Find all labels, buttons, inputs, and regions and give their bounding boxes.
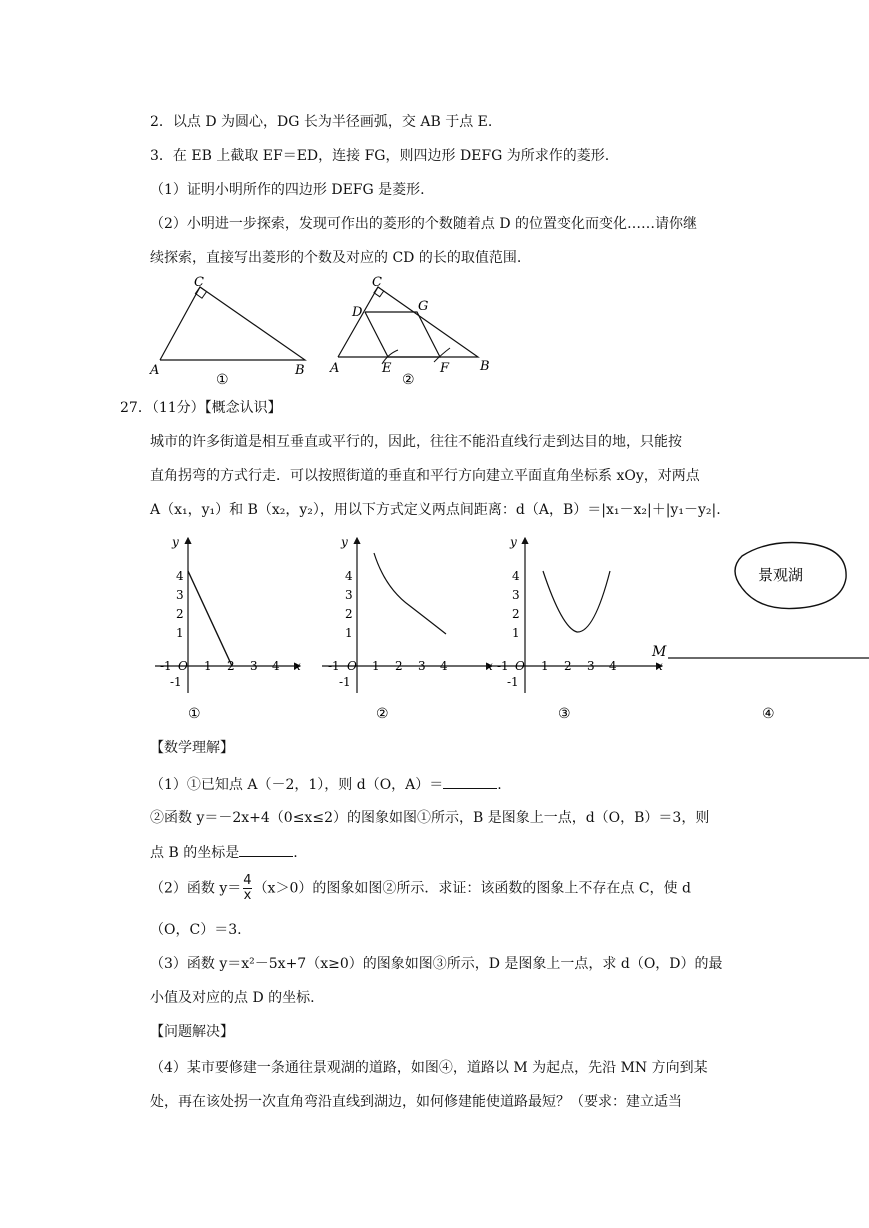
q27-part1b: ②函数 y＝－2x+4（0≤x≤2）的图象如图①所示，B 是图象上一点，d（O，B）＝3，则: [150, 810, 710, 826]
figure-label-1: ①: [216, 372, 229, 388]
svg-text:3: 3: [587, 659, 595, 673]
svg-text:4: 4: [345, 569, 353, 583]
q27-part3b: 小值及对应的点 D 的坐标.: [150, 990, 315, 1006]
svg-text:-1: -1: [507, 675, 519, 689]
svg-text:O: O: [515, 659, 525, 673]
svg-text:2: 2: [176, 607, 184, 621]
label-A: A: [150, 363, 160, 378]
svg-text:D: D: [352, 305, 363, 320]
svg-text:-1: -1: [497, 659, 509, 673]
fraction-4-over-x: $\frac{4}{x}$: [243, 873, 252, 903]
svg-text:2: 2: [345, 607, 353, 621]
q26-part1: （1）证明小明所作的四边形 DEFG 是菱形.: [150, 182, 425, 198]
q27-header: 27．（11分）【概念认识】: [120, 400, 282, 416]
svg-text:4: 4: [176, 569, 184, 583]
section-solve: 【问题解决】: [150, 1024, 234, 1040]
graph-figures: [0, 528, 869, 728]
svg-text:y: y: [172, 535, 179, 549]
triangle-figures: [0, 272, 869, 392]
q26-part2-line1: （2）小明进一步探索，发现可作出的菱形的个数随着点 D 的位置变化而变化……请你继: [150, 216, 698, 232]
q27-part1c: 点 B 的坐标是 .: [150, 842, 298, 863]
svg-text:1: 1: [541, 659, 549, 673]
svg-text:-1: -1: [170, 675, 182, 689]
q27-part2b: （O，C）＝3.: [150, 922, 242, 938]
q27-part4b: 处，再在该处拐一次直角弯沿直线到湖边，如何修建能使道路最短？（要求：建立适当: [150, 1094, 682, 1110]
graph-label-2: ②: [376, 706, 389, 722]
svg-text:E: E: [382, 361, 392, 376]
svg-text:3: 3: [345, 588, 353, 602]
svg-text:-1: -1: [160, 659, 172, 673]
svg-text:2: 2: [512, 607, 520, 621]
svg-text:1: 1: [176, 626, 184, 640]
svg-text:O: O: [347, 659, 357, 673]
q27-intro-3: A（x₁，y₁）和 B（x₂，y₂），用以下方式定义两点间距离：d（A，B）＝|x₁－x₂|＋|y₁－y₂|.: [150, 502, 721, 518]
svg-text:O: O: [178, 659, 188, 673]
svg-text:G: G: [418, 299, 429, 314]
answer-blank-1[interactable]: [443, 774, 497, 789]
svg-text:3: 3: [512, 588, 520, 602]
figure-label-2: ②: [402, 372, 415, 388]
svg-text:3: 3: [250, 659, 258, 673]
svg-text:B: B: [480, 359, 490, 374]
label-C: C: [194, 275, 204, 290]
svg-text:-1: -1: [339, 675, 351, 689]
lake-label: 景观湖: [758, 566, 804, 584]
svg-text:3: 3: [176, 588, 184, 602]
graph-2: [322, 535, 493, 722]
graph-label-3: ③: [558, 706, 571, 722]
svg-text:y: y: [510, 535, 517, 549]
svg-text:2: 2: [395, 659, 403, 673]
svg-text:1: 1: [345, 626, 353, 640]
svg-text:x: x: [656, 659, 663, 673]
triangle-figure-1: [149, 275, 305, 388]
svg-text:-1: -1: [328, 659, 340, 673]
section-math: 【数学理解】: [150, 740, 234, 756]
graph-1: [155, 535, 301, 722]
svg-text:2: 2: [564, 659, 572, 673]
lake-figure: [651, 543, 869, 723]
svg-text:1: 1: [372, 659, 380, 673]
graph-3: [492, 535, 663, 722]
graph-label-4: ④: [762, 706, 775, 722]
svg-text:y: y: [341, 535, 348, 549]
svg-text:1: 1: [204, 659, 212, 673]
label-B: B: [295, 363, 305, 378]
svg-text:1: 1: [512, 626, 520, 640]
q27-part1a: （1）①已知点 A（－2，1），则 d（O，A）＝ .: [150, 774, 502, 795]
svg-text:4: 4: [609, 659, 617, 673]
svg-text:4: 4: [440, 659, 448, 673]
svg-text:4: 4: [272, 659, 280, 673]
graph-label-1: ①: [188, 706, 201, 722]
answer-blank-2[interactable]: [239, 842, 293, 857]
q27-part2a: （2）函数 y＝ $\frac{4}{x}$ （x＞0）的图象如图②所示．求证：该函数的图象上不存在点 C，使 d: [150, 873, 691, 903]
q26-part2-line2: 续探索，直接写出菱形的个数及对应的 CD 的长的取值范围.: [150, 250, 522, 266]
svg-text:A: A: [330, 361, 340, 376]
q27-intro-1: 城市的许多街道是相互垂直或平行的，因此，往往不能沿直线行走到达目的地，只能按: [150, 434, 682, 450]
triangle-figure-2: [329, 275, 490, 388]
point-M: M: [652, 644, 667, 660]
svg-text:x: x: [486, 659, 493, 673]
svg-text:4: 4: [512, 569, 520, 583]
step-2: 2．以点 D 为圆心，DG 长为半径画弧，交 AB 于点 E.: [150, 114, 493, 130]
svg-text:C: C: [372, 275, 382, 290]
svg-text:x: x: [294, 659, 301, 673]
step-3: 3．在 EB 上截取 EF＝ED，连接 FG，则四边形 DEFG 为所求作的菱形.: [150, 148, 610, 164]
svg-text:F: F: [440, 361, 450, 376]
q27-intro-2: 直角拐弯的方式行走．可以按照街道的垂直和平行方向建立平面直角坐标系 xOy，对两点: [150, 468, 700, 484]
svg-text:3: 3: [418, 659, 426, 673]
svg-text:2: 2: [227, 659, 235, 673]
q27-part4a: （4）某市要修建一条通往景观湖的道路，如图④，道路以 M 为起点，先沿 MN 方向到某: [150, 1060, 708, 1076]
q27-part3a: （3）函数 y＝x²－5x+7（x≥0）的图象如图③所示，D 是图象上一点，求 d（O，D）的最: [150, 956, 723, 972]
